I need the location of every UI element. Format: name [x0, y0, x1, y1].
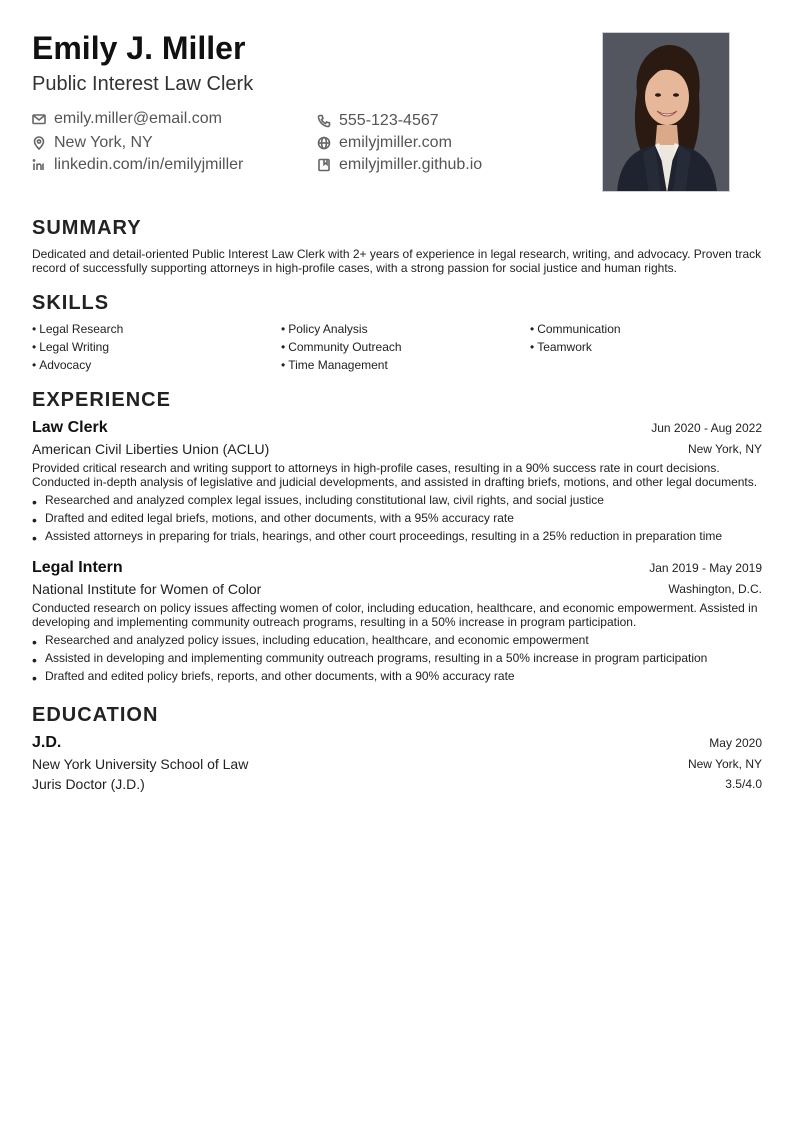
email-text: emily.miller@email.com: [54, 110, 222, 127]
school-location: New York, NY: [687, 757, 762, 771]
job-dates: Jan 2019 - May 2019: [649, 561, 762, 575]
candidate-name: Emily J. Miller: [32, 30, 246, 66]
skill-item: • Community Outreach: [281, 340, 402, 354]
skill-item: • Teamwork: [530, 340, 592, 354]
globe-icon: [317, 136, 331, 150]
candidate-title: Public Interest Law Clerk: [32, 73, 254, 95]
job-bullet: • Assisted attorneys in preparing for trials, hearings, and other court proceedings, resulting in a 25% reduction in preparation time: [32, 529, 762, 543]
job-bullet: • Researched and analyzed policy issues, including education, healthcare, and economic empowerment: [32, 633, 762, 647]
contact-email[interactable]: [32, 109, 222, 129]
website-text: emilyjmiller.com: [339, 134, 452, 151]
job-description: Provided critical research and writing support to attorneys in high-profile cases, resulting in a 90% success rate in court decisions. Conducted in-depth analysis of legislative and judicial developments, and assisted in drafting briefs, motions, and other legal documents.: [32, 461, 758, 489]
contact-github[interactable]: [317, 155, 482, 175]
phone-text: 555-123-4567: [339, 112, 439, 129]
job-location: Washington, D.C.: [668, 582, 762, 596]
bookmark-icon: [317, 158, 331, 172]
job-dates: Jun 2020 - Aug 2022: [651, 421, 762, 435]
skill-item: • Time Management: [281, 358, 388, 372]
mail-icon: [32, 112, 46, 126]
linkedin-icon: [32, 158, 46, 172]
job-bullet: • Assisted in developing and implementing community outreach programs, resulting in a 50% increase in program participation: [32, 651, 762, 665]
contact-phone[interactable]: [317, 111, 439, 131]
job-organization: American Civil Liberties Union (ACLU): [32, 441, 270, 457]
portrait-image: [603, 33, 730, 192]
education-heading: EDUCATION: [32, 704, 159, 726]
contact-website[interactable]: [317, 133, 452, 153]
school-name: New York University School of Law: [32, 756, 249, 772]
skill-item: • Policy Analysis: [281, 322, 368, 336]
job-bullet: • Researched and analyzed complex legal issues, including constitutional law, civil rights, and social justice: [32, 493, 762, 507]
skill-item: • Advocacy: [32, 358, 91, 372]
contact-location: [32, 133, 153, 153]
gpa: 3.5/4.0: [725, 777, 762, 791]
summary-heading: SUMMARY: [32, 217, 142, 239]
job-description: Conducted research on policy issues affecting women of color, including education, healthcare, and economic empowerment. Assisted in developing and implementing community outreach programs, resulting in a 50% increase in program participation.: [32, 601, 758, 629]
education-date: May 2020: [709, 736, 762, 750]
location-text: New York, NY: [54, 134, 153, 151]
skill-item: • Legal Writing: [32, 340, 109, 354]
job-bullet: • Drafted and edited policy briefs, reports, and other documents, with a 90% accuracy rate: [32, 669, 762, 683]
degree: J.D.: [32, 734, 62, 751]
phone-icon: [317, 114, 331, 128]
contact-linkedin[interactable]: [32, 155, 243, 175]
skill-item: • Communication: [530, 322, 621, 336]
github-text: emilyjmiller.github.io: [339, 156, 483, 173]
skill-item: • Legal Research: [32, 322, 123, 336]
degree-field: Juris Doctor (J.D.): [32, 776, 145, 792]
skills-heading: SKILLS: [32, 292, 110, 314]
job-organization: National Institute for Women of Color: [32, 581, 262, 597]
experience-heading: EXPERIENCE: [32, 389, 171, 411]
job-bullet: • Drafted and edited legal briefs, motions, and other documents, with a 95% accuracy rate: [32, 511, 762, 525]
linkedin-text: linkedin.com/in/emilyjmiller: [54, 156, 244, 173]
job-title: Legal Intern: [32, 559, 123, 576]
profile-photo: [602, 32, 730, 192]
location-pin-icon: [32, 136, 46, 150]
summary-text: Dedicated and detail-oriented Public Interest Law Clerk with 2+ years of experience in legal research, writing, and advocacy. Proven track record of successfully supporting attorneys in high-profile cases, with a strong passion for social justice and human rights.: [32, 247, 762, 275]
job-location: New York, NY: [687, 442, 762, 456]
job-title: Law Clerk: [32, 419, 108, 436]
